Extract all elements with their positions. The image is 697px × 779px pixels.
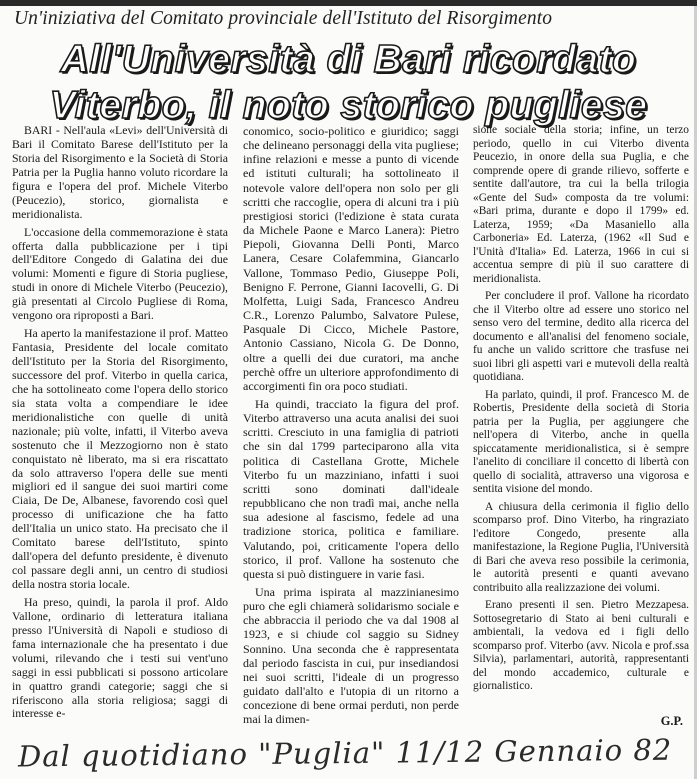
top-rule bbox=[0, 0, 697, 6]
paragraph: conomico, socio-politico e giuridico; saggi che delineano personaggi della vita pugliese; infine relazioni e messe a punto di vicende ed istituti culturali; ha sottolineato il notevole valore dell'opera non solo per gli scritti che raccoglie, opera di alcuni tra i più prestigiosi storici (l'edizione è stata curata da Michele Paone e Marco Lanera): Pietro Piepoli, Giovanna Delli Ponti, Marco Lanera, Cesare Colafemmina, Giancarlo Vallone, Tommaso Pedio, Giuseppe Poli, Benigno F. Perrone, Gianni Iacovelli, G. Di Molfetta, Luigi Sada, Francesco Andreu C.R., Lorenzo Palumbo, Salvatore Pulese, Pasquale Di Cicco, Michele Pastore, Antonio Cassiano, Nicola G. De Donno, oltre a quelli dei due curatori, ma anche perchè offre un ulteriore approfondimento di accorgimenti fin ora poco studiati. bbox=[243, 124, 459, 393]
paragraph: L'occasione della commemorazione è stata offerta dalla pubblicazione per i tipi dell'Editore Congedo di Galatina dei due volumi: Momenti e figure di Storia pugliese, studi in onore di Michele Viterbo (Peucezio), già presentati al Circolo Pugliese di Roma, vengono ora riproposti a Bari. bbox=[12, 224, 228, 323]
author-signature: G.P. bbox=[660, 714, 683, 728]
article-column-3 bbox=[473, 124, 689, 694]
handwritten-source-note: Dal quotidiano "Puglia" 11/12 Gennaio 82 bbox=[17, 732, 673, 774]
paragraph: Una prima ispirata al mazzinianesimo puro che egli chiamerà solidarismo sociale e che abbraccia il periodo che va dal 1908 al 1923, e si chiude col saggio su Sidney Sonnino. Una seconda che è rappresentata dal periodo fascista in cui, pur insediandosi nei suoi scritti, l'ideale di un progresso guidato dall'alto e l'utopia di un ritorno a concezione di bene ormai perduti, non perde mai la dimen- bbox=[243, 585, 459, 727]
paragraph: A chiusura della cerimonia il figlio dello scomparso prof. Dino Viterbo, ha ringraziato l'editore Congedo, presente alla manifestazione, la Regione Puglia, l'Università di Bari che aveva reso possibile la cerimonia, le autorità presenti e quanti avevano contribuito alla realizzazione dei volumi. bbox=[473, 500, 689, 594]
paragraph: BARI - Nell'aula «Levi» dell'Università di Bari il Comitato Barese dell'Istituto per la Storia del Risorgimento e la Società di Storia Patria per la Puglia hanno voluto ricordare la figura e l'opera del prof. Michele Viterbo (Peucezio), storico, giornalista e meridionalista. bbox=[12, 123, 228, 221]
headline-line-1: All'Università di Bari ricordato bbox=[60, 38, 637, 81]
paragraph: Ha parlato, quindi, il prof. Francesco M. de Robertis, Presidente della società di Storia patria per la Puglia, per aggiungere che nell'opera di Viterbo, anche in quella spiccatamente meridionalistica, si è sempre l'anelito di conciliare il concetto di libertà con quello di socialità, attraverso una vigorosa e sentita visione del mondo. bbox=[473, 388, 689, 495]
article-column-1 bbox=[12, 124, 228, 721]
paragraph: Per concludere il prof. Vallone ha ricordato che il Viterbo oltre ad essere uno storico nel senso vero del termine, dedito alla ricerca del documento e all'analisi del fenomeno sociale, fu anche un valido scrittore che trasfuse nei suoi libri gli aspetti vari e mutevoli della realtà quotidiana. bbox=[473, 290, 689, 383]
article-column-2 bbox=[243, 124, 459, 727]
kicker: Un'iniziativa del Comitato provinciale dell'Istituto del Risorgimento bbox=[14, 8, 553, 29]
paragraph: Erano presenti il sen. Pietro Mezzapesa. Sottosegretario di Stato ai beni culturali e ambientali, la vedova ed i figli dello scomparso prof. Viterbo (avv. Nicola e prof.ssa Silvia), parlamentari, autorità, rappresentanti del mondo accademico, culturale e giornalistico. bbox=[473, 599, 689, 692]
paragraph: sione sociale della storia; infine, un terzo periodo, quello in cui Viterbo diventa Peucezio, in onore della sua Puglia, e che comprende opere di grande rilievo, sofferte e sentite dall'autore, tra cui la bella trilogia «Gente del Sud» composta da tre volumi: «Bari prima, durante e dopo il 1799» ed. Laterza, 1959; «Da Masaniello alla Carboneria» Ed. Laterza, (1962 «Il Sud e l'Unità d'Italia» Ed. Laterza, 1966 in cui si accentua sempre di più il suo carattere di meridionalista. bbox=[473, 124, 689, 285]
headline-line-2: Viterbo, il noto storico pugliese bbox=[49, 84, 648, 127]
paragraph: Ha quindi, tracciato la figura del prof. Viterbo attraverso una acuta analisi dei suoi scritti. Cresciuto in una famiglia di patrioti che sin dal 1799 parteciparono alla vita politica di Castellana Grotte, Michele Viterbo fu un mazziniano, infatti i suoi scritti sono dominati dall'ideale repubblicano che non tradì mai, anche nella sua adesione al fascismo, fedele ad una tradizione storica, politica e familiare. Valutando, poi, criticamente l'opera dello storico, il prof. Vallone ha sostenuto che questa si può distinguere in varie fasi. bbox=[243, 396, 459, 581]
paragraph: Ha aperto la manifestazione il prof. Matteo Fantasia, Presidente del locale comitato dell'Istituto per la Storia del Risorgimento, successore del prof. Viterbo in quella carica, che ha sottolineato come l'opera dello storico sia stata volta a compendiare le idee meridionalistiche con quelle di unità nazionale; più volte, infatti, il Viterbo aveva sostenuto che il Mezzogiorno non è stato conquistato nè liberato, ma si era riscattato da solo attraverso l'opera delle sue menti migliori ed il sangue dei suoi martiri come Ciaia, De De, Albanese, favorendo così quel processo di unificazione che ha fatto dell'Italia un unico stato. Ha precisato che il Comitato barese dell'Istituto, spinto dall'opera del defunto presidente, è divenuto col passare degli anni, un centro di studiosi della nostra storia locale. bbox=[12, 326, 228, 591]
paragraph: Ha preso, quindi, la parola il prof. Aldo Vallone, ordinario di letteratura italiana presso l'Università di Napoli e studioso di fama internazionale che ha presentato i due volumi, rilevando che i testi sui vent'uno saggi in essi pubblicati si possono articolare in quattro grandi categorie; saggi che si riferiscono alla storia religiosa; saggi di interesse e- bbox=[12, 594, 228, 721]
